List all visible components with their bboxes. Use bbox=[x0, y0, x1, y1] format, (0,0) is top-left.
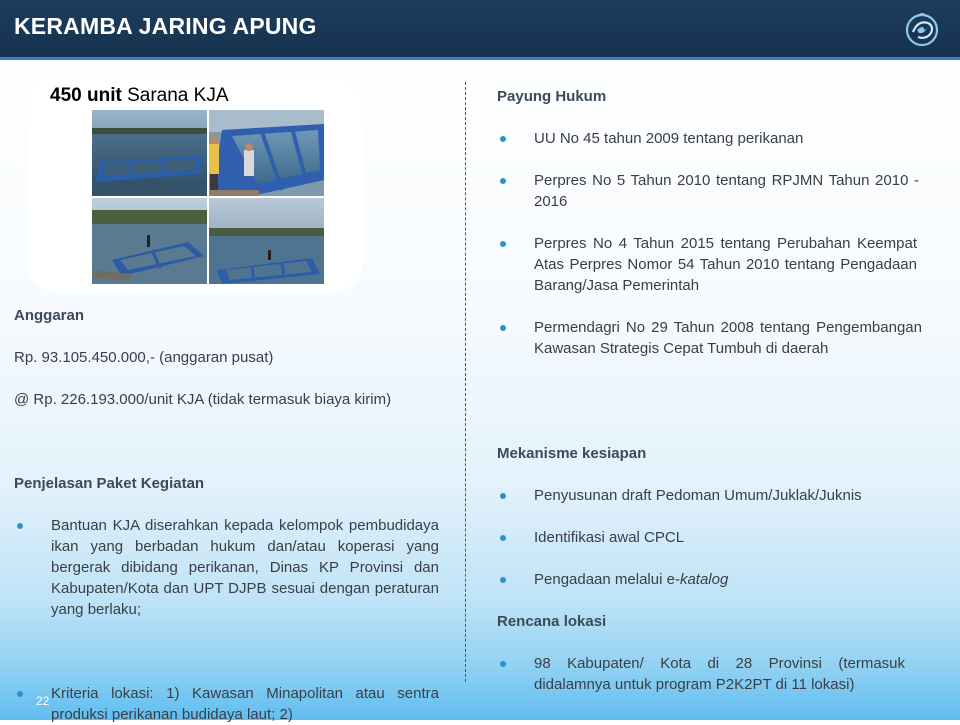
bullet-dot bbox=[17, 523, 23, 529]
bullet-dot bbox=[500, 535, 506, 541]
bullet-dot bbox=[500, 241, 506, 247]
bullet-dot bbox=[500, 325, 506, 331]
bullet-dot bbox=[500, 178, 506, 184]
slide-title: KERAMBA JARING APUNG bbox=[14, 13, 317, 39]
page-number: 22 bbox=[36, 694, 50, 708]
list-item bbox=[497, 128, 927, 149]
mekanisme-heading: Mekanisme kesiapan bbox=[497, 445, 647, 462]
bullet-dot bbox=[500, 136, 506, 142]
bullet-dot bbox=[500, 661, 506, 667]
payung-hukum-heading: Payung Hukum bbox=[497, 88, 607, 105]
unit-label: Sarana KJA bbox=[127, 85, 229, 106]
mekanisme-bullet-2: Identifikasi awal CPCL bbox=[534, 529, 685, 546]
left-column bbox=[0, 0, 465, 723]
list-item bbox=[497, 653, 905, 695]
list-item bbox=[497, 527, 927, 548]
anggaran-heading: Anggaran bbox=[14, 307, 85, 324]
anggaran-per-unit: @ Rp. 226.193.000/unit KJA (tidak termasuk biaya kirim) bbox=[14, 391, 392, 408]
bullet-dot bbox=[17, 691, 23, 697]
penjelasan-heading: Penjelasan Paket Kegiatan bbox=[14, 475, 205, 492]
penjelasan-bullet-2: Kriteria lokasi: 1) Kawasan Minapolitan atau sentra produksi perikanan budidaya laut; 2) bbox=[51, 685, 439, 723]
right-column bbox=[466, 0, 960, 720]
mekanisme-bullet-1: Penyusunan draft Pedoman Umum/Juklak/Juknis bbox=[534, 487, 862, 504]
list-item bbox=[14, 515, 439, 620]
list-item bbox=[14, 683, 439, 725]
list-item bbox=[497, 485, 927, 506]
unit-count: 450 unit bbox=[50, 85, 122, 106]
payung-bullet-3: Perpres No 4 Tahun 2015 tentang Perubahan Keempat Atas Perpres Nomor 54 Tahun 2010 tentang Pengadaan Barang/Jasa Pemerintah bbox=[534, 235, 917, 294]
list-item bbox=[497, 317, 922, 359]
payung-bullet-4: Permendagri No 29 Tahun 2008 tentang Pengembangan Kawasan Strategis Cepat Tumbuh di daerah bbox=[534, 319, 922, 357]
mekanisme-bullet-3 bbox=[534, 569, 927, 590]
payung-bullet-1: UU No 45 tahun 2009 tentang perikanan bbox=[534, 130, 804, 147]
anggaran-pusat: Rp. 93.105.450.000,- (anggaran pusat) bbox=[14, 349, 274, 366]
pengadaan-prefix: Pengadaan melalui e- bbox=[534, 571, 680, 588]
list-item bbox=[497, 170, 919, 212]
rencana-bullet-1: 98 Kabupaten/ Kota di 28 Provinsi (termasuk didalamnya untuk program P2K2PT di 11 lokasi) bbox=[534, 655, 905, 693]
bullet-dot bbox=[500, 493, 506, 499]
pengadaan-katalog: katalog bbox=[679, 571, 729, 588]
list-item bbox=[497, 233, 917, 296]
rencana-lokasi-heading: Rencana lokasi bbox=[497, 613, 607, 630]
penjelasan-bullet-1: Bantuan KJA diserahkan kepada kelompok pembudidaya ikan yang berbadan hukum dan/atau koperasi yang bergerak dibidang perikanan, Dinas KP Provinsi dan Kabupaten/Kota dan UPT DJPB sesuai dengan peraturan yang berlaku; bbox=[51, 517, 439, 618]
payung-bullet-2: Perpres No 5 Tahun 2010 tentang RPJMN Tahun 2010 - 2016 bbox=[534, 172, 919, 210]
bullet-dot bbox=[500, 577, 506, 583]
list-item bbox=[497, 569, 927, 590]
